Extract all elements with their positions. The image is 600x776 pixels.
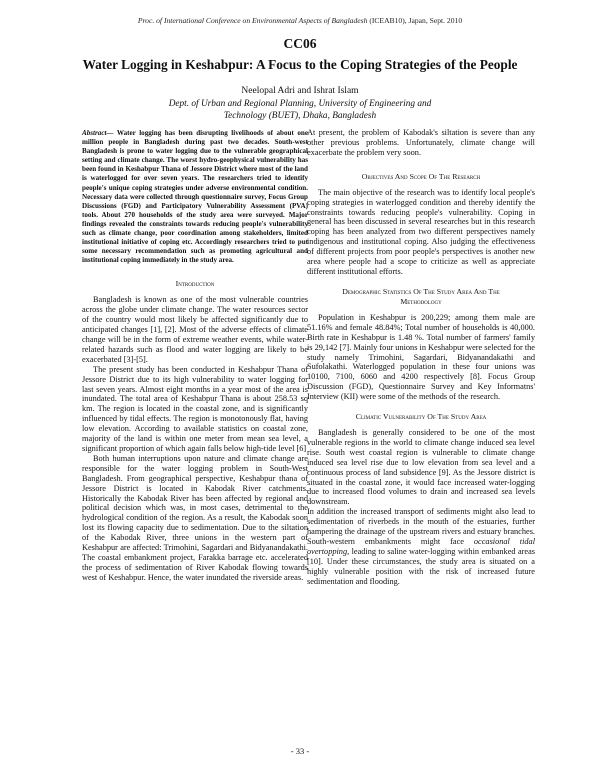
paper-authors: Neelopal Adri and Ishrat Islam <box>241 86 359 96</box>
climatic-p2-emphasis: occasional tidal overtopping <box>307 537 535 556</box>
right-column <box>307 128 535 587</box>
left-column <box>82 129 308 583</box>
demographic-heading-line-1: Demographic Statistics Of The Study Area And The <box>342 286 500 296</box>
paper-code: CC06 <box>283 36 317 51</box>
climatic-paragraph-2 <box>307 507 535 586</box>
section-heading-demographic <box>307 287 535 307</box>
climatic-p2-start: In addition the increased transport of sediments might also lead to sedimentation of riverbeds in the mouth of the estuaries, further hampering the drainage of the upstream rivers and estuary branches. South-western embankments might face <box>307 507 535 546</box>
section-heading-objectives: Objectives And Scope Of The Research <box>361 171 481 181</box>
intro-paragraph-1: Bangladesh is known as one of the most vulnerable countries across the globe under climate change. The water resources sector of the country would most likely be affected significantly due to anticipated changes [1], [2]. Most of the adverse effects of climate change will be in the form of extreme weather events, while water-related hazards such as flood and water logging are likely to be exacerbated [3]-[5]. <box>82 295 308 364</box>
header-proceedings: Proc. of International Conference on Environmental Aspects of Bangladesh <box>137 16 368 25</box>
running-header <box>0 16 600 25</box>
abstract-lead: Abstract— <box>82 129 114 137</box>
page-number: - 33 - <box>290 746 310 756</box>
header-tail: (ICEAB10), Japan, Sept. 2010 <box>369 16 463 25</box>
objectives-paragraph: The main objective of the research was to identify local people's coping strategies in waterlogged condition and thereby identify the constraints towards reducing people's vulnerability. Coping in general has been discussed in several researches but in this research coping has been analyzed from two different perspectives namely indigenous and institutional coping. Also judging the effectiveness of different projects from poor people's perspectives is another new area where people had a scope to criticize as well as appreciate different institutional efforts. <box>307 187 535 276</box>
climatic-paragraph-1: Bangladesh is generally considered to be one of the most vulnerable regions in the world to climate change induced sea level rise. South west coastal region is vulnerable to climate change induced sea level rise due to low elevation from sea level and a continuous process of land subsidence [9]. As the Jessore district is situated in the coastal zone, it would face increased water-logging due to increased flood volumes to drain and increased sea levels downstream. <box>307 428 535 507</box>
climatic-p2-end: , leading to saline water-logging within embanked areas [10]. Under these circumstances, the study area is situated on a highly vulnerable position with the risk of increased future sedimentation and flooding. <box>307 546 535 586</box>
paper-affiliation: Dept. of Urban and Regional Planning, University of Engineering and Technology (BUET), Dhaka, Bangladesh <box>168 99 432 121</box>
paper-title: Water Logging in Keshabpur: A Focus to the Coping Strategies of the People <box>82 57 518 72</box>
section-heading-introduction: Introduction <box>175 279 215 289</box>
abstract-body: Water logging has been disrupting livelihoods of about one million people in Bangladesh during past two decades. South-west Bangladesh is prone to water logging due to the vulnerable geographical setting and climate change. The worst hydro-geophysical vulnerability has been found in Keshabpur Thana of Jessore District where most of the land is waterlogged for over seven years. The researchers tried to identify people's unique coping strategies under adverse environmental condition. Necessary data were collected through questionnaire survey, Focus Group Discussions (FGD) and Participatory Vulnerability Assessment (PVA) tools. About 270 households of the study area were surveyed. Major findings revealed the constraints towards reducing people's vulnerability such as climate change, poor coordination among stakeholders, limited institutional initiative of coping etc. Accordingly researchers tried to put some necessary recommendation such as promoting agricultural and institutional coping immediately in the study area. <box>82 129 308 265</box>
abstract <box>82 129 308 265</box>
intro-continuation: At present, the problem of Kabodak's siltation is severe than any other previous problems. Unfortunately, climate change will exacerbate the problem very soon. <box>307 128 535 157</box>
demographic-heading-line-2: Methodology <box>400 296 442 306</box>
demographic-paragraph: Population in Keshabpur is 200,229; among them male are 51.16% and female 48.84%; Total number of households is 40,000. Birth rate in Keshabpur is 1.48 %. Total number of farmers' family is 29,142 [7]. Mainly four unions in Keshabpur were selected for the study namely Trimohini, Sagardari, Bidyanandakathi and Sufolakathi. Waterlogged population in these four unions was 10100, 7100, 6060 and 4200 respectively [8]. Focus Group Discussion (FGD), Questionnaire Survey and Key Informatns' Interview (KII) were some of the methods of the research. <box>307 312 535 402</box>
intro-paragraph-3: Both human interruptions upon nature and climate change are responsible for the water logging problem in South-West Bangladesh. From geographical perspective, Keshabpur thana of Jessore District is located in Kabodak River catchments. Historically the Kabodak River has been affected by regional and political decision which was, in most cases, detrimental to the hydrological condition of the region. As a result, the Kabodak soon lost its flowing capacity due to sedimentation. Due to the siltation of the Kabodak River, three unions in the western part of Keshabpur are affected: Trimohini, Sagardari and Bidyanandakathi. The coastal embankment project, Farakka barrage etc. accelerated the process of sedimentation of River Kabodak flowing towards west of Keshabpur. Hence, the water inundated the riverside areas. <box>82 453 308 582</box>
intro-paragraph-2: The present study has been conducted in Keshabpur Thana of Jessore District due to its high vulnerability to water logging for last seven years. Almost eight months in a year most of the area is inundated. The total area of Keshabpur Thana is about 258.53 sq km. The region is located in the coastal zone, and is significantly influenced by tidal effects. The region is monotonously flat, having low elevation. According to available statistics on coastal zone, majority of the land is within one meter from mean sea level, a significant proportion of which again falls below high-tide level [6] <box>82 364 308 453</box>
section-heading-climatic: Climatic Vulnerability Of The Study Area <box>355 412 487 422</box>
